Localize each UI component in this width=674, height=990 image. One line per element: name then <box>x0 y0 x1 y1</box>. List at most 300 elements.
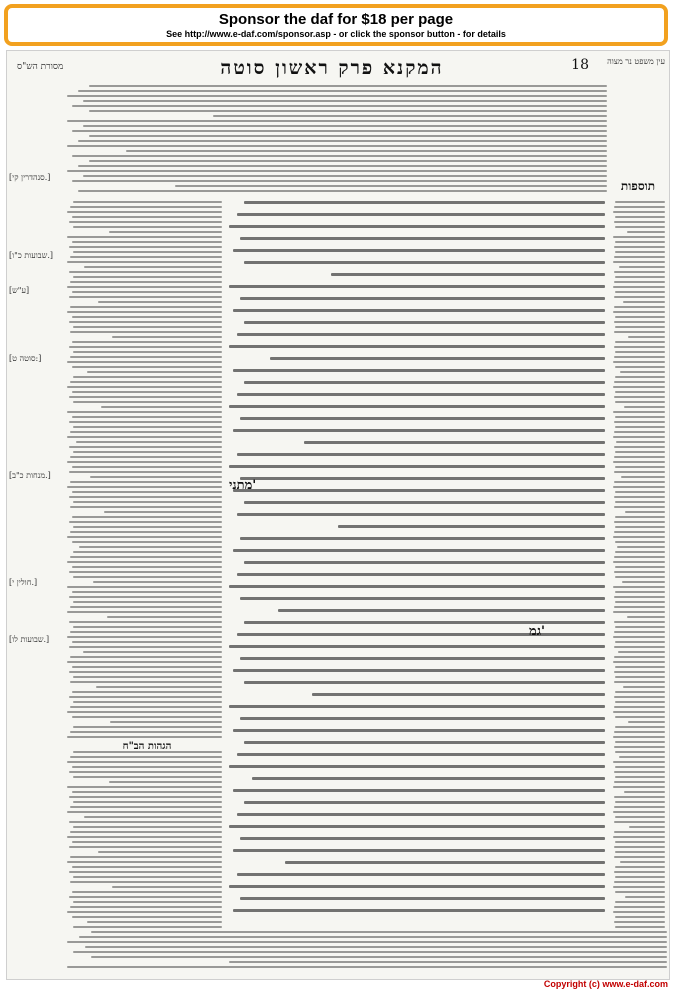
text-line <box>629 826 665 828</box>
text-line <box>70 631 222 633</box>
text-line <box>614 621 665 623</box>
text-line <box>67 561 222 563</box>
text-line <box>338 525 605 528</box>
text-line <box>70 356 222 358</box>
text-line <box>614 246 665 248</box>
text-line <box>67 436 222 438</box>
text-line <box>72 716 222 718</box>
text-line <box>614 596 665 598</box>
text-line <box>237 573 605 576</box>
text-line <box>69 696 222 698</box>
text-line <box>240 597 605 600</box>
margin-note: [חולין י.] <box>9 578 38 587</box>
page-header <box>7 57 669 81</box>
text-line <box>72 891 222 893</box>
text-line <box>614 396 665 398</box>
text-line <box>615 451 665 453</box>
text-line <box>615 341 665 343</box>
text-line <box>229 885 605 888</box>
text-line <box>615 841 665 843</box>
text-line <box>613 586 665 588</box>
text-line <box>615 726 665 728</box>
text-line <box>73 776 222 778</box>
text-line <box>233 669 605 672</box>
text-line <box>67 661 222 663</box>
text-line <box>93 581 222 583</box>
text-line <box>615 776 665 778</box>
text-line <box>615 891 665 893</box>
text-line <box>615 401 665 403</box>
text-line <box>614 431 665 433</box>
text-line <box>615 251 665 253</box>
margin-note: [סנהדרין קי.] <box>9 173 51 182</box>
text-line <box>70 256 222 258</box>
text-line <box>73 626 222 628</box>
text-line <box>615 641 665 643</box>
text-line <box>613 536 665 538</box>
text-line <box>109 781 222 783</box>
chapter-title: המקנא פרק ראשון סוטה <box>220 57 444 79</box>
text-line <box>614 481 665 483</box>
text-line <box>614 356 665 358</box>
text-line <box>229 585 605 588</box>
text-line <box>83 175 607 177</box>
text-line <box>614 656 665 658</box>
text-line <box>627 231 665 233</box>
text-line <box>69 221 222 223</box>
text-line <box>624 406 665 408</box>
text-line <box>233 789 605 792</box>
text-line <box>73 326 222 328</box>
text-line <box>614 646 665 648</box>
text-line <box>233 909 605 912</box>
text-line <box>623 686 665 688</box>
text-line <box>613 811 665 813</box>
text-line <box>69 346 222 348</box>
text-line <box>69 296 222 298</box>
text-line <box>615 876 665 878</box>
gemara-marker: גמ' <box>529 624 545 639</box>
text-line <box>614 506 665 508</box>
text-line <box>312 693 605 696</box>
text-line <box>70 306 222 308</box>
text-line <box>615 741 665 743</box>
text-line <box>69 796 222 798</box>
text-line <box>69 396 222 398</box>
text-line <box>67 761 222 763</box>
text-line <box>244 501 605 504</box>
gemara-text <box>229 201 605 931</box>
text-line <box>229 645 605 648</box>
text-line <box>615 201 665 203</box>
text-line <box>72 155 607 157</box>
text-line <box>615 426 665 428</box>
text-line <box>67 386 222 388</box>
text-line <box>72 491 222 493</box>
text-line <box>615 241 665 243</box>
text-line <box>229 285 605 288</box>
text-line <box>614 871 665 873</box>
text-line <box>331 273 605 276</box>
text-line <box>619 266 665 268</box>
text-line <box>614 771 665 773</box>
text-line <box>618 651 665 653</box>
text-line <box>244 321 605 324</box>
text-line <box>614 221 665 223</box>
text-line <box>73 501 222 503</box>
text-line <box>73 276 222 278</box>
text-line <box>89 110 607 112</box>
text-line <box>613 661 665 663</box>
text-line <box>67 611 222 613</box>
text-line <box>614 281 665 283</box>
text-line <box>67 170 607 172</box>
text-line <box>67 361 222 363</box>
text-line <box>240 657 605 660</box>
sponsor-title[interactable]: Sponsor the daf for $18 per page <box>218 11 454 28</box>
text-line <box>614 681 665 683</box>
text-line <box>625 896 665 898</box>
text-line <box>110 721 222 723</box>
text-line <box>613 636 665 638</box>
text-line <box>240 417 605 420</box>
text-line <box>69 896 222 898</box>
text-line <box>70 506 222 508</box>
text-line <box>98 301 222 303</box>
text-line <box>126 150 607 152</box>
text-line <box>69 846 222 848</box>
text-line <box>70 456 222 458</box>
text-line <box>79 546 222 548</box>
text-line <box>614 321 665 323</box>
text-line <box>72 641 222 643</box>
text-line <box>237 513 605 516</box>
text-line <box>614 346 665 348</box>
footer-commentary <box>67 931 667 971</box>
text-line <box>67 95 607 97</box>
text-line <box>615 591 665 593</box>
text-line <box>213 115 607 117</box>
text-line <box>112 336 222 338</box>
text-line <box>615 416 665 418</box>
text-line <box>73 451 222 453</box>
text-line <box>87 371 222 373</box>
side-commentary <box>67 201 222 741</box>
text-line <box>613 761 665 763</box>
text-line <box>67 461 222 463</box>
text-line <box>229 705 605 708</box>
masoret-hashas-label: מסורת הש"ס <box>17 62 64 72</box>
text-line <box>109 231 222 233</box>
text-line <box>613 786 665 788</box>
text-line <box>613 711 665 713</box>
text-line <box>270 357 605 360</box>
text-line <box>70 556 222 558</box>
text-line <box>70 656 222 658</box>
text-line <box>628 336 665 338</box>
text-line <box>615 676 665 678</box>
text-line <box>244 681 605 684</box>
text-line <box>78 165 607 167</box>
text-line <box>67 911 222 913</box>
text-line <box>614 821 665 823</box>
text-line <box>67 311 222 313</box>
text-line <box>72 466 222 468</box>
text-line <box>237 333 605 336</box>
text-line <box>70 756 222 758</box>
text-line <box>70 431 222 433</box>
margin-note: [ע"ש] <box>9 286 30 295</box>
text-line <box>614 846 665 848</box>
text-line <box>67 536 222 538</box>
text-line <box>70 806 222 808</box>
text-line <box>69 596 222 598</box>
text-line <box>73 901 222 903</box>
text-line <box>84 816 222 818</box>
text-line <box>614 556 665 558</box>
text-line <box>619 756 665 758</box>
text-line <box>67 736 222 738</box>
text-line <box>72 791 222 793</box>
text-line <box>614 206 665 208</box>
text-line <box>614 881 665 883</box>
text-line <box>104 511 222 513</box>
text-line <box>233 249 605 252</box>
text-line <box>69 871 222 873</box>
text-line <box>72 180 607 182</box>
text-line <box>72 516 222 518</box>
text-line <box>237 453 605 456</box>
text-line <box>278 609 605 612</box>
text-line <box>615 466 665 468</box>
text-line <box>72 216 222 218</box>
text-line <box>67 861 222 863</box>
margin-note: [מנחות כ"ב.] <box>9 471 51 480</box>
text-line <box>233 849 605 852</box>
text-line <box>70 731 222 733</box>
text-line <box>614 521 665 523</box>
text-line <box>73 826 222 828</box>
text-line <box>72 866 222 868</box>
text-line <box>615 601 665 603</box>
ein-mishpat-label: עין משפט נר מצוה <box>607 57 665 66</box>
text-line <box>73 676 222 678</box>
text-line <box>229 465 605 468</box>
text-line <box>112 886 222 888</box>
text-line <box>613 311 665 313</box>
text-line <box>614 906 665 908</box>
text-line <box>614 496 665 498</box>
text-line <box>615 551 665 553</box>
text-line <box>614 306 665 308</box>
matnitin-marker: מתני' <box>229 478 257 493</box>
text-line <box>72 766 222 768</box>
text-line <box>613 736 665 738</box>
text-line <box>615 866 665 868</box>
text-line <box>614 256 665 258</box>
sponsor-banner[interactable] <box>4 4 668 46</box>
text-line <box>304 441 605 444</box>
text-line <box>614 696 665 698</box>
text-line <box>614 806 665 808</box>
text-line <box>615 326 665 328</box>
text-line <box>229 345 605 348</box>
text-line <box>72 241 222 243</box>
text-line <box>70 831 222 833</box>
hagahot-text <box>67 751 222 931</box>
text-line <box>69 496 222 498</box>
text-line <box>67 286 222 288</box>
text-line <box>615 576 665 578</box>
margin-note: [שבועות כ"ו.] <box>9 251 53 260</box>
text-line <box>73 576 222 578</box>
text-line <box>72 105 607 107</box>
text-line <box>73 701 222 703</box>
text-line <box>233 429 605 432</box>
text-line <box>614 331 665 333</box>
text-line <box>85 946 667 948</box>
text-line <box>614 731 665 733</box>
text-line <box>70 906 222 908</box>
text-line <box>613 436 665 438</box>
text-line <box>613 561 665 563</box>
text-line <box>613 461 665 463</box>
text-line <box>70 331 222 333</box>
text-line <box>91 931 667 933</box>
text-line <box>240 897 605 900</box>
text-line <box>78 190 607 192</box>
text-line <box>615 691 665 693</box>
text-line <box>237 753 605 756</box>
text-line <box>69 771 222 773</box>
text-line <box>69 821 222 823</box>
text-line <box>72 916 222 918</box>
text-line <box>83 125 607 127</box>
copyright-notice[interactable]: Copyright (c) www.e-daf.com <box>543 979 668 989</box>
text-line <box>240 477 605 480</box>
text-line <box>69 521 222 523</box>
text-line <box>615 541 665 543</box>
text-line <box>67 836 222 838</box>
text-line <box>613 211 665 213</box>
text-line <box>244 561 605 564</box>
text-line <box>69 471 222 473</box>
text-line <box>240 237 605 240</box>
text-line <box>615 366 665 368</box>
text-line <box>69 271 222 273</box>
text-line <box>613 236 665 238</box>
page-number: 18 <box>571 57 589 73</box>
text-line <box>233 309 605 312</box>
text-line <box>615 491 665 493</box>
text-line <box>83 651 223 653</box>
text-line <box>72 691 222 693</box>
text-line <box>89 85 607 87</box>
text-line <box>244 261 605 264</box>
text-line <box>73 251 222 253</box>
text-line <box>614 671 665 673</box>
text-line <box>615 666 665 668</box>
text-line <box>613 611 665 613</box>
text-line <box>229 825 605 828</box>
text-line <box>615 926 665 928</box>
text-line <box>73 876 222 878</box>
text-line <box>69 621 222 623</box>
text-line <box>89 160 607 162</box>
text-line <box>244 801 605 804</box>
text-line <box>614 296 665 298</box>
text-line <box>67 636 222 638</box>
text-line <box>72 591 222 593</box>
text-line <box>175 185 607 187</box>
text-line <box>72 366 222 368</box>
text-line <box>614 571 665 573</box>
text-line <box>72 391 222 393</box>
text-line <box>614 781 665 783</box>
text-line <box>620 861 665 863</box>
text-line <box>72 841 222 843</box>
sponsor-subtitle[interactable]: See http://www.e-daf.com/sponsor.asp - or click the sponsor button - for details <box>166 29 506 39</box>
text-line <box>78 140 607 142</box>
text-line <box>614 421 665 423</box>
text-line <box>613 361 665 363</box>
text-line <box>614 456 665 458</box>
text-line <box>73 801 222 803</box>
text-line <box>237 213 605 216</box>
text-line <box>91 956 667 958</box>
text-line <box>615 316 665 318</box>
text-line <box>237 393 605 396</box>
text-line <box>614 631 665 633</box>
text-line <box>69 671 222 673</box>
text-line <box>67 786 222 788</box>
tosafot-heading: תוספות <box>620 179 656 193</box>
text-line <box>229 961 667 963</box>
text-line <box>625 511 665 513</box>
text-line <box>70 381 222 383</box>
text-line <box>613 411 665 413</box>
text-line <box>615 816 665 818</box>
text-line <box>615 501 665 503</box>
text-line <box>73 226 222 228</box>
text-line <box>615 291 665 293</box>
text-line <box>615 226 665 228</box>
text-line <box>67 211 222 213</box>
text-line <box>72 341 222 343</box>
text-line <box>616 441 665 443</box>
text-line <box>107 616 222 618</box>
text-line <box>69 246 222 248</box>
text-line <box>627 616 665 618</box>
text-line <box>233 369 605 372</box>
text-line <box>622 581 665 583</box>
text-line <box>90 476 222 478</box>
text-line <box>240 537 605 540</box>
text-line <box>72 316 222 318</box>
text-line <box>244 201 605 204</box>
text-line <box>72 130 607 132</box>
text-line <box>73 401 222 403</box>
text-line <box>229 405 605 408</box>
margin-note: [שבועות לו.] <box>9 635 50 644</box>
text-line <box>70 606 222 608</box>
text-line <box>229 765 605 768</box>
rashi-commentary <box>67 85 607 195</box>
text-line <box>613 486 665 488</box>
text-line <box>285 861 605 864</box>
text-line <box>73 426 222 428</box>
text-line <box>72 541 222 543</box>
